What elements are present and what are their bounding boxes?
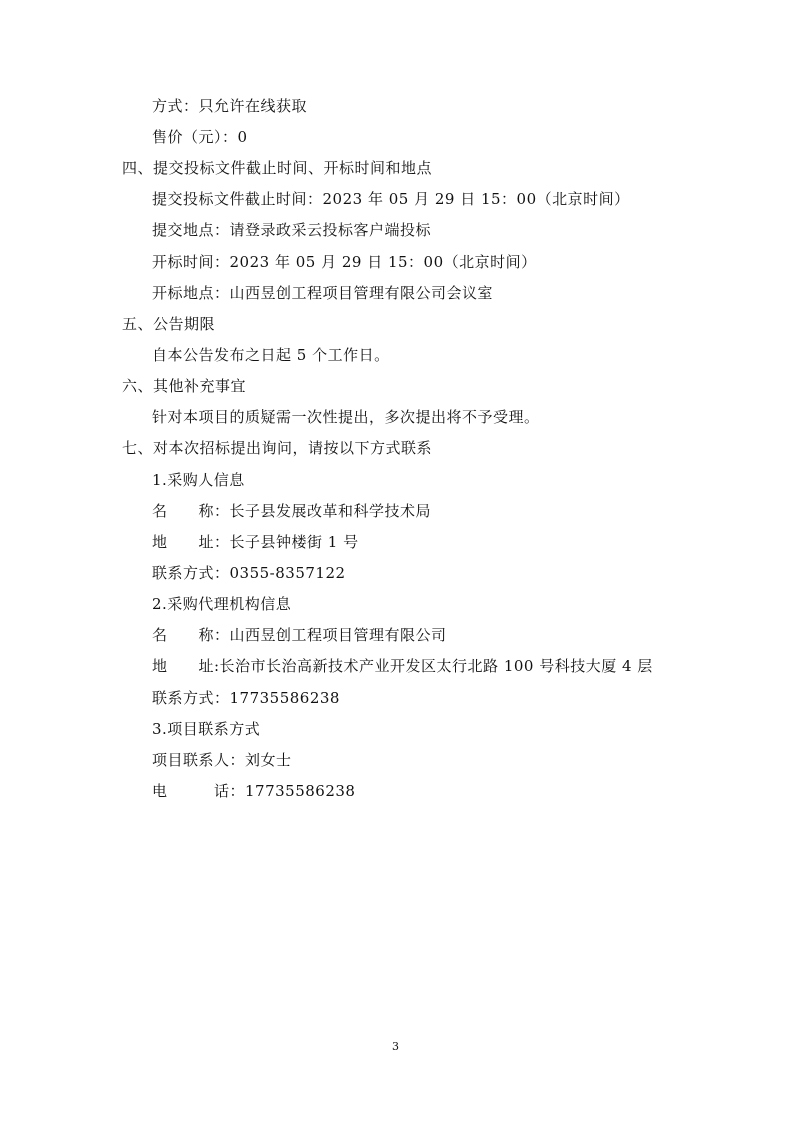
text-line: 地 址：长子县钟楼街 1 号 <box>152 533 359 551</box>
page-number: 3 <box>392 1040 399 1053</box>
text-line: 电 话：17735586238 <box>152 782 356 800</box>
section-heading: 四、提交投标文件截止时间、开标时间和地点 <box>122 159 433 177</box>
text-line: 针对本项目的质疑需一次性提出，多次提出将不予受理。 <box>152 408 540 426</box>
text-line: 自本公告发布之日起 5 个工作日。 <box>152 346 390 364</box>
text-line: 开标地点：山西昱创工程项目管理有限公司会议室 <box>152 284 494 302</box>
sub-heading: 2.采购代理机构信息 <box>152 595 292 613</box>
text-line: 方式：只允许在线获取 <box>152 97 308 115</box>
text-line: 提交投标文件截止时间：2023 年 05 月 29 日 15：00（北京时间） <box>152 190 630 208</box>
sub-heading: 3.项目联系方式 <box>152 720 261 738</box>
section-heading: 七、对本次招标提出询问，请按以下方式联系 <box>122 439 433 457</box>
text-line: 联系方式：0355-8357122 <box>152 564 346 582</box>
text-line: 名 称：山西昱创工程项目管理有限公司 <box>152 626 447 644</box>
text-line: 名 称：长子县发展改革和科学技术局 <box>152 502 432 520</box>
text-line: 地 址:长治市长治高新技术产业开发区太行北路 100 号科技大厦 4 层 <box>152 657 653 675</box>
text-line: 开标时间：2023 年 05 月 29 日 15：00（北京时间） <box>152 253 537 271</box>
text-line: 联系方式：17735586238 <box>152 689 340 707</box>
section-heading: 五、公告期限 <box>122 315 216 333</box>
text-line: 提交地点：请登录政采云投标客户端投标 <box>152 221 432 239</box>
section-heading: 六、其他补充事宜 <box>122 377 247 395</box>
text-line: 项目联系人：刘女士 <box>152 751 292 769</box>
sub-heading: 1.采购人信息 <box>152 471 245 489</box>
text-line: 售价（元）：0 <box>152 128 248 146</box>
